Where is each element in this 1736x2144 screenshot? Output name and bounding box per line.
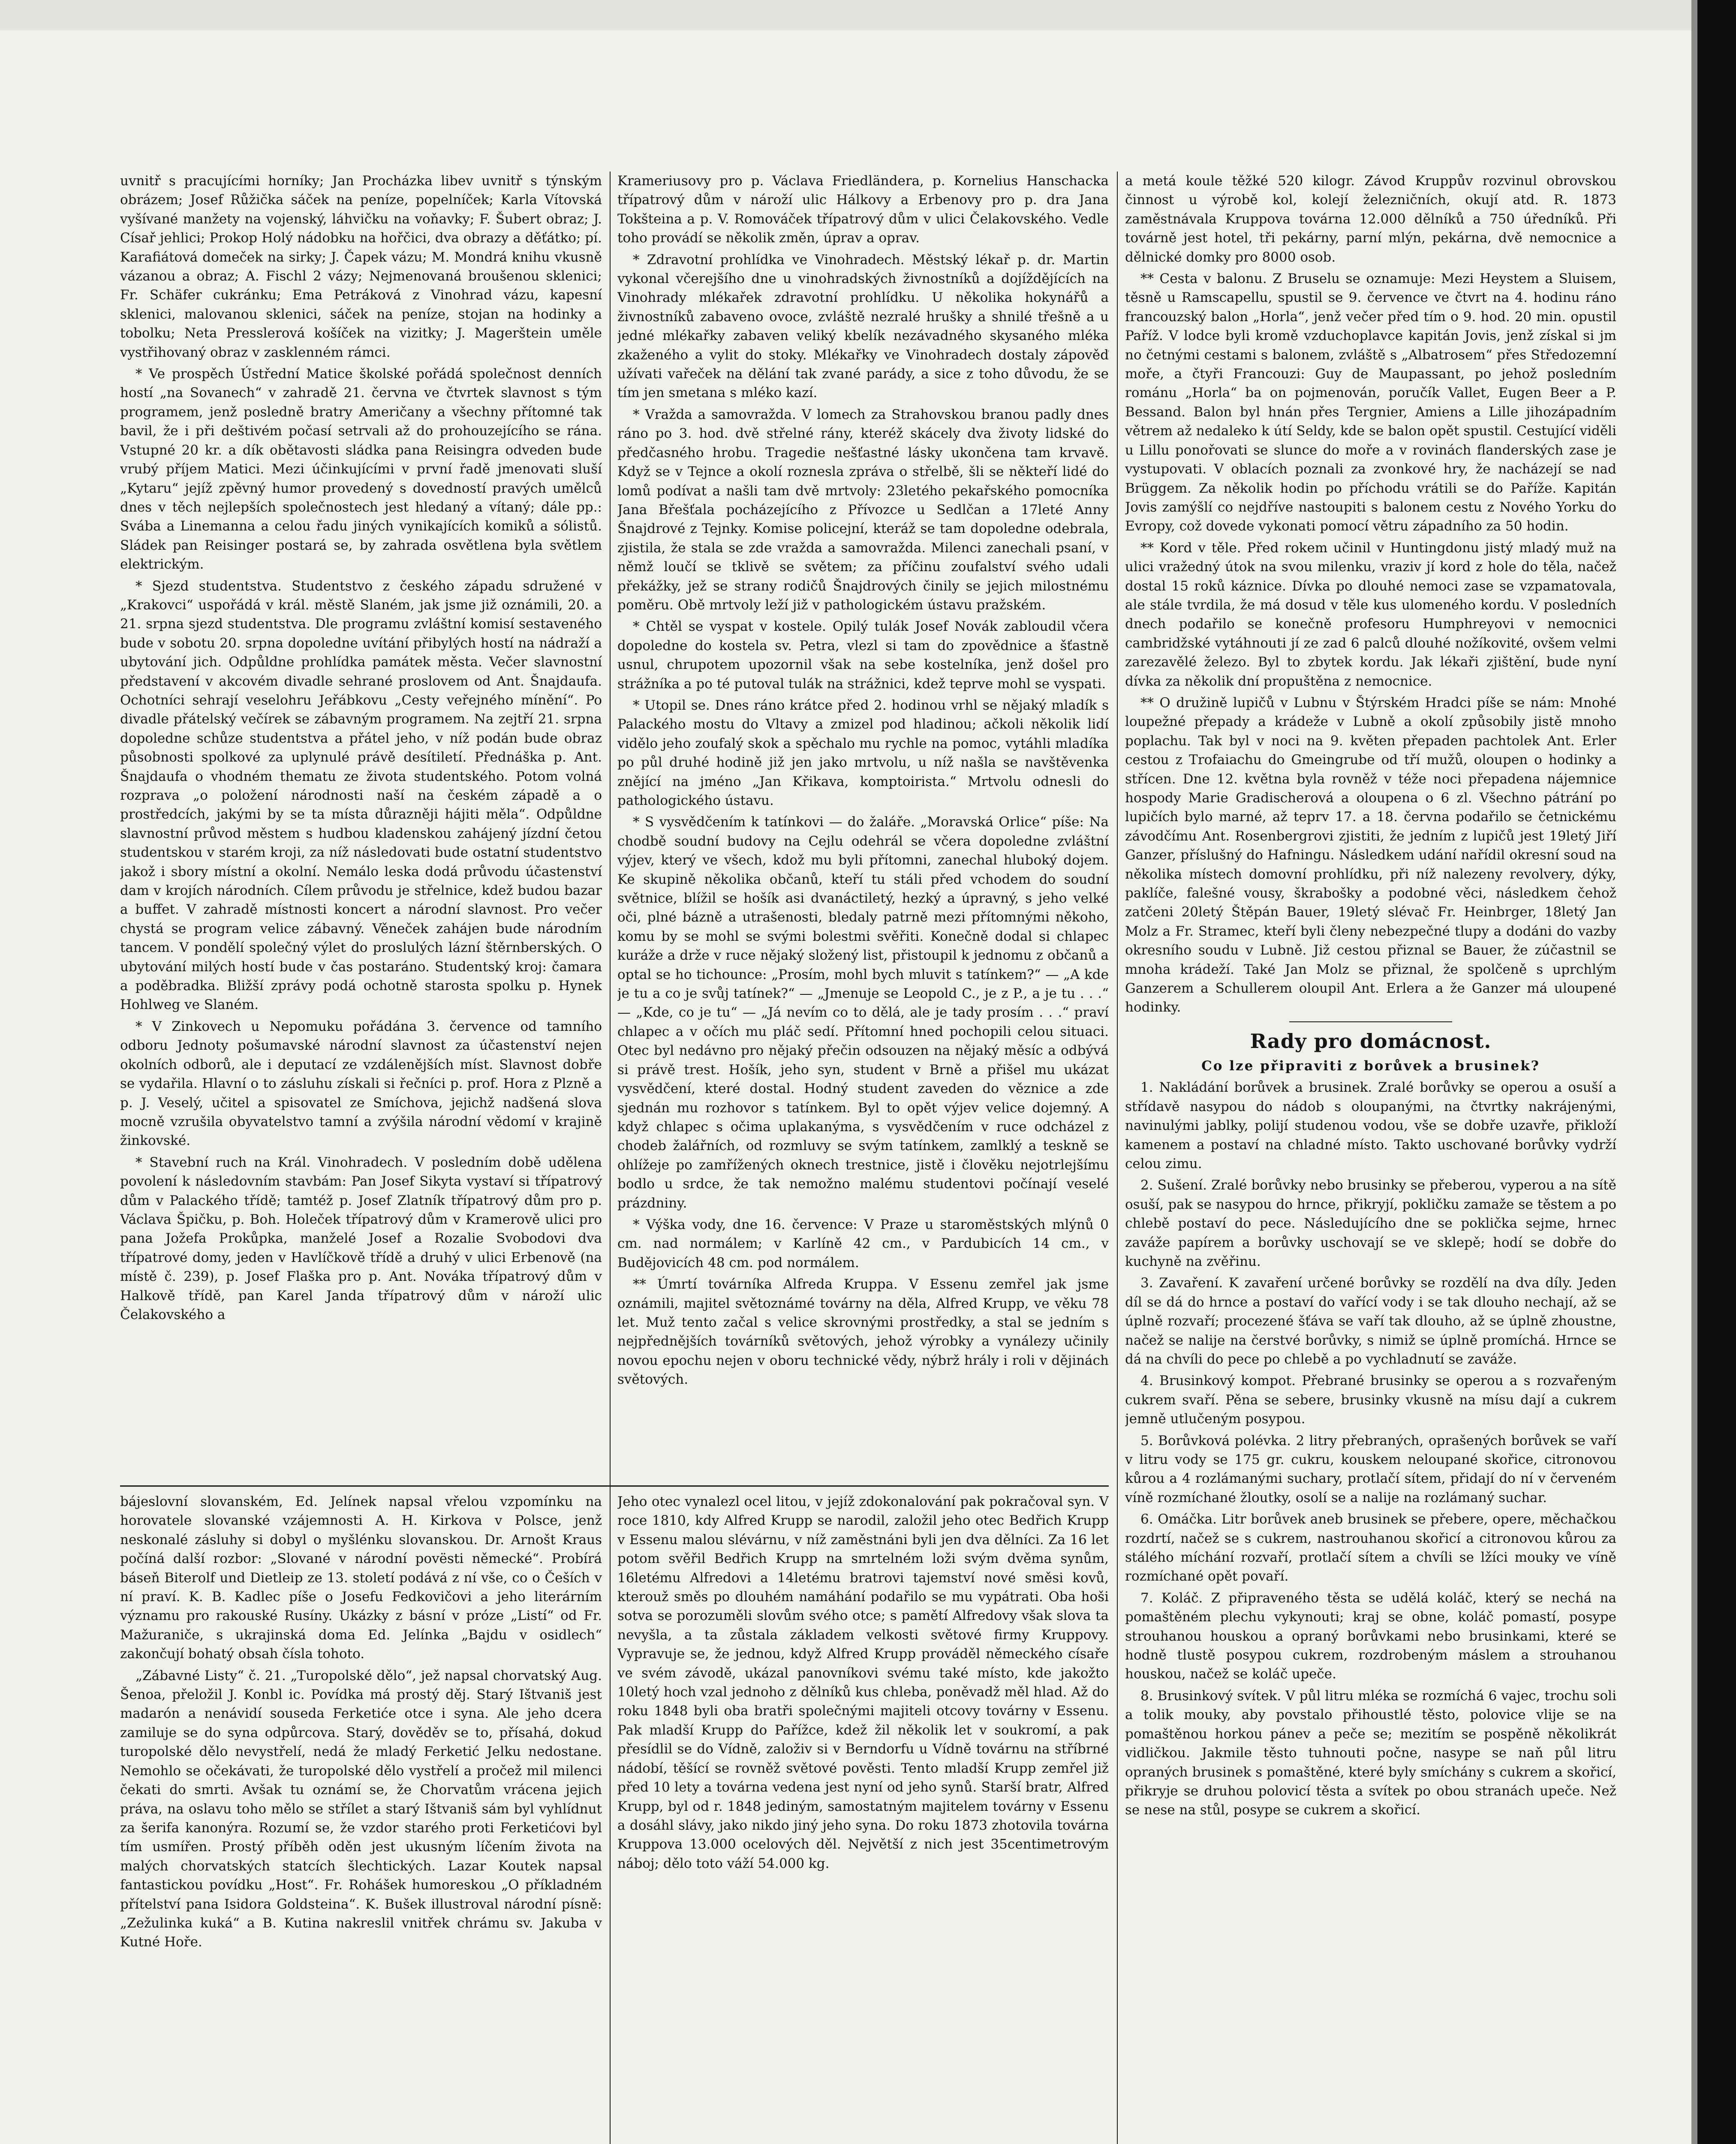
tip-item: 8. Brusinkový svítek. V půl litru mléka se rozmíchá 6 vajec, trochu soli a tolik mouky, aby povstalo přihoustlé těsto, polovice vlije se na pomaštěnou horkou pánev a peče se; mezitím se pospěně několikrát vidličkou. Jakmile těsto tuhnouti počne, nasype se naň půl litru opraných brusinek s pomaštěné, které byly smíchány s cukrem a skořicí, přikryje se druhou polovicí těsta a svítek po obou stranách upeče. Než se nese na stůl, posype se cukrem a skořicí. <box>1125 1688 1616 1818</box>
feuilleton-paragraph: „Zábavné Listy“ č. 21. „Turopolské dělo“, jež napsal chorvatský Aug. Šenoa, přeložil J. Konbl ic. Povídka má prostý děj. Starý Ištvaniš jest madarón a nenávidí souseda Ferketiće otce i syna. Ale jeho dcera zamiluje se do syna odpůrcova. Starý, dověděv se to, přísahá, dokud turopolské dělo nevystřelí, nedá že mladý Ferketić Jelku nedostane. Nemohlo se očekávati, že turopolské dělo vystřelí a pročež mil milenci čekati do smrti. Avšak tu oznámí se, že Chorvatům vrácena jejich práva, na oslavu toho mělo se střílet a starý Ištvaniš sám byl vyhlídnut za šerifa kanonýra. Rozumí se, že vzdor starého proti Ferketićovi byl tím usmířen. Prostý příběh oděn jest ukusným líčením života na malých chorvatských statcích šlechtických. Lazar Koutek napsal fantastickou povídku „Host“. Fr. Rohášek humoreskou „O příkladném přítelství pana Isidora Goldsteina“. K. Bušek illustroval národní písně: „Zežulinka kuká“ a B. Kutina nakreslil vnitřek chrámu sv. Jakuba v Kutné Hoře. <box>120 1668 602 1950</box>
article-water-level: * Výška vody, dne 16. července: V Praze u staroměstských mlýnů 0 cm. nad normálem; v Karlíně 42 cm., v Pardubicích 14 cm., v Budějovicích 48 cm. pod normálem. <box>617 1217 1109 1271</box>
article-sword-in-body: ** Kord v těle. Před rokem učinil v Huntingdonu jistý mladý muž na ulici vražedný útok na svou milenku, vraziv jí kord z hole do těla, načež dostal 15 roků káznice. Dívka po dlouhé nemoci zase se vzpamatovala, ale stále tvrdila, že má dosud v těle kus ulomeného kordu. V posledních dnech podařilo se konečně profesoru Humphreyovi v nemocnici cambridžské vytáhnouti jí ze zad 6 palců dlouhé nožíkovité, ovšem velmi zarezavělé železo. Byl to zbytek kordu. Jak lékaři zjištění, bude nyní dívka za několik dní propuštěna z nemocnice. <box>1125 540 1616 689</box>
scan-dark-border <box>1697 0 1736 2144</box>
tip-item: 7. Koláč. Z připraveného těsta se udělá koláč, který se nechá na pomaštěném plechu vykynouti; kraj se obne, koláč pomastí, posype strouhanou houskou a opraný borůvkami nebo brusinkami, které se hodně tlustě posypou cukrem, rozdrobeným máslem a strouhanou houskou, načež se koláč upeče. <box>1125 1590 1616 1682</box>
tip-item: 5. Borůvková polévka. 2 litry přebraných, oprašených borůvek se vaří v litru vody se 175 gr. cukru, kouskem neloupané skořice, citronovou kůrou a 4 rozlámanými suchary, protlačí sítem, přidají do ní v červeném víně rozmíchané žloutky, osolí se a nalije na rozlámaný suchar. <box>1125 1433 1616 1506</box>
article-health-inspection: * Zdravotní prohlídka ve Vinohradech. Městský lékař p. dr. Martin vykonal včerejšího dne u vinohradských živnostníků a dojíždějících na Vinohrady mlékařek zdravotní prohlídku. U několika hokynářů a živnostníků zabaveno ovoce, zvláště nezralé hrušky a shnilé třešně a u jedné mlékařky zabaven veliký kbelík nezávadného skysaného mléka zkaženého a vylit do stoky. Mlékařky ve Vinohradech dostaly zápověď užívati vařeček na dělání tak zvané parády, a sice z toho důvodu, že se tím jen smetana s mléko kazí. <box>617 252 1109 401</box>
article-krupp-continued: a metá koule těžké 520 kilogr. Závod Kruppův rozvinul obrovskou činnost u výrobě kol, kolejí železničních, okují atd. R. 1873 zaměstnávala Kruppova továrna 12.000 dělníků a 750 úředníků. Při továrně jest hotel, tři pekárny, parní mlýn, pekárna, dvě nemocnice a dělnické domky pro 8000 osob. <box>1125 173 1616 265</box>
article-building-continued: Krameriusovy pro p. Václava Friedländera, p. Kornelius Hanschacka třípatrový dům v nároží ulic Hálkovy a Erbenovy pro p. dra Jana Tokšteina a p. V. Romováček třípatrový dům v ulici Čelakovského. Vedle toho provádí se několik změn, úprav a oprav. <box>617 173 1109 246</box>
article-drowning: * Utopil se. Dnes ráno krátce před 2. hodinou vrhl se nějaký mladík s Palackého mostu do Vltavy a zmizel pod hladinou; ačkoli několik lidí vidělo jeho zoufalý skok a spěchalo mu rychle na pomoc, vytáhli mladíka po půl druhé hodině již jen jako mrtvolu, u níž našla se navštěvenka znějící na jméno „Jan Křikava, komptoirista.“ Mrtvolu odnesli do pathologického ústavu. <box>617 697 1109 808</box>
tip-item: 6. Omáčka. Litr borůvek aneb brusinek se přebere, opere, měchačkou rozdrtí, načež se s cukrem, nastrouhanou skořicí a citronovou kůrou za stálého míchání rozvaří, protlačí sítem a chvíli se lžíci mouky ve víně rozmíchané opět povaří. <box>1125 1512 1616 1584</box>
tip-item: 3. Zavaření. K zavaření určené borůvky se rozdělí na dva díly. Jeden díl se dá do hrnce a postaví do vařící vody i se tak dlouho nechají, až se úplně rozvaří; procezené šťáva se vaří tak dlouho, až se úplně zhoustne, načež se nalije na čerstvé borůvky, s nimiž se úplně promíchá. Hrnce se dá na chvíli do pece po chlebě a po vychladnutí se zaváže. <box>1125 1275 1616 1367</box>
feuilleton-left <box>120 1492 602 2144</box>
krupp-continuation <box>617 1492 1109 2144</box>
article-balloon-trip: ** Cesta v balonu. Z Bruselu se oznamuje: Mezi Heystem a Sluisem, těsně u Ramscapellu, spustil se 9. července ve čtvrt na 4. hodinu ráno francouzský balon „Horla“, jenž večer před tím o 9. hod. 20 min. opustil Paříž. V lodce byli kromě vzduchoplavce kapitán Jovis, jenž získal si jm no četnými cestami s balonem, zvláště s „Albatrosem“ přes Středozemní moře, a čtyři Francouzi: Guy de Maupassant, po jehož posledním románu „Horla“ ba on pojmenován, poručík Vallet, Eugen Beer a P. Bessand. Balon byl hnán přes Tergnier, Amiens a Lille jihozápadním větrem až nedaleko k útí Seldy, kde se balon opět spustil. Cestující viděli u Lillu ponořovati se slunce do moře a v rovinách flanderských zase je vystupovati. V oblacích poznali za zvonkové hry, že nacházejí se nad Brüggem. Za několik hodin po příchodu vrátili se do Paříže. Kapitán Jovis zamýšlí co nejdříve nastoupiti s balonem cestu z Nového Yorku do Evropy, což dovede vykonati pomocí větru západního za 50 hodin. <box>1125 271 1616 534</box>
article-krupp-death: ** Úmrtí továrníka Alfreda Kruppa. V Essenu zemřel jak jsme oznámili, majitel světoznámé továrny na děla, Alfred Krupp, ve věku 78 let. Muž tento začal s velice skrovnými prostředky, a stal se jedním s nejpřednějších továrníků světových, jehož výrobky a vynálezy učinily novou epochu nejen v oboru technické vědy, nýbrž hrály i roli v dějinách světových. <box>617 1277 1109 1388</box>
article-zinkovy: * V Zinkovech u Nepomuku pořádána 3. července od tamního odboru Jednoty pošumavské národní slavnost za účastenství nejen okolních odborů, ale i deputací ze vzdálenějších míst. Slavnost dobře se vydařila. Hlavní o to zásluhu získali si řečníci p. prof. Hora z Plzně a p. J. Veselý, učitel a spisovatel ze Smíchova, jejichž nadšená slova mocně vzrušila obyvatelstvo tamní a zvýšila národní vědomí v krajině žinkovské. <box>120 1018 602 1149</box>
scan-edge-strip <box>1691 0 1697 2144</box>
newspaper-page <box>120 172 1646 2144</box>
column-2 <box>617 172 1109 1488</box>
article-matice: * Ve prospěch Ústřední Matice školské pořádá společnost denních hostí „na Sovanech“ v zahradě 21. června ve čtvrtek slavnost s tým programem, jenž posledně bratry Američany a všechny přítomné tak bavil, že i při deštivém počasí setrvali až do prohouzejícího se rána. Vstupné 20 kr. a dík obětavosti sládka pana Reisingra odveden bude vrubý příjem Matici. Mezi účinkujícími v první řadě jmenovati sluší „Kytaru“ jejíž zpěvný humor provedený s dovedností pravých umělců dnes v těch nejlepších společnostech jest hledaný a vítaný; dále pp.: Svába a Linemanna a celou řadu jiných vynikajících komiků a sólistů. Sládek pan Reisinger postará se, by zahrada osvětlena byla světlem elektrickým. <box>120 366 602 572</box>
tip-item: 2. Sušení. Zralé borůvky nebo brusinky se přeberou, vyperou a na sítě osuší, pak se nasypou do hrnce, přikryjí, pokličku zamaže se těstem a po chlebě postaví do pece. Následujícího dne se poklička sejme, hrnec zaváže papírem a borůvky uschovají se ve sklepě; hodí se dobře do kuchyně na zvěřinu. <box>1125 1177 1616 1269</box>
tip-item: 4. Brusinkový kompot. Přebrané brusinky se operou a s rozvařeným cukrem svaří. Pěna se sebere, brusinky vkusně na mísu dají a cukrem jemně utlučeným posypou. <box>1125 1373 1616 1427</box>
article-robbers-leoben: ** O družině lupičů v Lubnu v Štýrském Hradci píše se nám: Mnohé loupežné přepady a krádeže v Lubně a okolí způsobily jistě mnoho poplachu. Tak byl v noci na 9. květen přepaden pachtolek Ant. Erler cestou z Trofaiachu do Gmeingrube od tří mužů, oloupen o hodinky a střícen. Dne 12. května byla rovněž v téže noci přepadena nájemnice hospody Marie Gradischerová a oloupena o 6 zl. Všechno pátrání po lupičích bylo marné, až teprv 17. a 18. června podařilo se četnickému závodčímu Ant. Rosenbergrovi zjistiti, že jedním z lupičů jest 19letý Jiří Ganzer, příslušný do Hafningu. Následkem udání nařídil okresní soud na několika místech domovní prohlídku, při níž nalezeny revolvery, dýky, paklíče, falešné vousy, škrabošky a podobné věci, následkem čehož zatčeni 20letý Štěpán Bauer, 19letý slévač Fr. Heinbrger, 18letý Jan Molz a Fr. Stramec, kteří byli členy nebezpečné tlupy a dodáni do vazby okresního soudu v Lubně. Již cestou přiznal se Bauer, že zúčastnil se mnoha krádeží. Také Jan Molz se přiznal, že spolčeně s uprchlým Ganzerem a Schullerem oloupil Ant. Erlera a že Ganzer má uloupené hodinky. <box>1125 695 1616 1015</box>
section-title-household-tips: Rady pro domácnost. <box>1250 1029 1492 1053</box>
section-subtitle: Co lze připraviti z borůvek a brusinek? <box>1201 1058 1540 1074</box>
tip-item: 1. Nakládání borůvek a brusinek. Zralé borůvky se operou a osuší a střídavě nasypou do nádob s oloupanými, na čtvrtky nakrájenými, navinulými jablky, polijí studenou vodou, vše se dobře uzavře, přikloží kamenem a postaví na chladné místo. Takto uschované borůvky vydrží celou zimu. <box>1125 1080 1616 1171</box>
article-church-sleeper: * Chtěl se vyspat v kostele. Opilý tulák Josef Novák zabloudil včera dopoledne do kostela sv. Petra, vlezl si tam do zpovědnice a šťastně usnul, chrupotem upozornil však na sebe kostelníka, jenž došel pro strážníka a po té putoval tulák na strážnici, kdež teprve mohl se vyspati. <box>617 619 1109 692</box>
article-student-congress: * Sjezd studentstva. Studentstvo z českého západu sdružené v „Krakovci“ uspořádá v král. městě Slaném, jak jsme již oznámili, 20. a 21. srpna sjezd studentstva. Dle programu zvláštní komisí sestaveného bude v sobotu 20. srpna dopoledne uvítání přibylých hostí na nádraží a ubytování jich. Odpůldne prohlídka památek města. Večer slavnostní představení v akcovém divadle sehrané proslovem od Ant. Šnajdaufa. Ochotníci sehrají veselohru Jeřábkovu „Cesty veřejného mínění“. Po divadle přátelský večírek se zábavným programem. Na zejtří 21. srpna dopoledne schůze studentstva a přátel jeho, v níž podán bude obraz působnosti spolkové za uplynulé právě desítiletí. Přednáška p. Ant. Šnajdaufa o vhodném thematu ze života studentského. Potom volná rozprava „o položení národnosti naší na českém západě a o prostředcích, jakými by se ta místa důrazněji hájiti měla“. Odpůldne slavnostní průvod městem s hudbou kladenskou zahájený jízdní četou studentskou v starém kroji, za níž následovati bude ostatní studentstvo jakož i sbory místní a okolní. Nemálo leska dodá průvodu účastenství dam v krojích národních. Cílem průvodu je střelnice, kdež budou bazar a buffet. V zahradě místnosti koncert a národní slavnost. Pro večer chystá se program velice zábavný. Věneček zahájen bude národním tancem. V pondělí společný výlet do proslulých lázní štěrnberských. O ubytování milých hostí bude v čas postaráno. Studentský kroj: čamara a poděbradka. Bližší zprávy podá ochotně starosta spolku p. Hynek Hohlweg ve Slaném. <box>120 578 602 1013</box>
krupp-paragraph: Jeho otec vynalezl ocel litou, v jejíž zdokonalování pak pokračoval syn. V roce 1810, kdy Alfred Krupp se narodil, založil jeho otec Bedřich Krupp v Essenu malou slévárnu, v níž zaměstnáni byli jen dva dělníci. Za 16 let potom svěřil Bedřich Krupp na smrtelném loži svým dvěma synům, 16letému Alfredovi a 14letému bratrovi tajemství nové směsi kovů, kterouž směs po dlouhém namáhání podařilo se mu vypátrati. Oba hoši sotva se porozuměli slovům svého otce; s pamětí Alfredovy však slova ta nevyšla, a ta zůstala základem velkosti světové firmy Kruppovy. Vypravuje se, že jednou, když Alfred Krupp prováděl německého císaře ve svém závodě, ukázal panovníkovi svému také místo, kde jakožto 10letý hoch vzal jednoho z dělníků kus chleba, poněvadž měl hlad. Až do roku 1848 byli oba bratři společnými majiteli otcovy továrny v Essenu. Pak mladší Krupp do Pařížce, kdež žil několik let v soukromí, a pak přesídlil se do Vídně, založiv si v Berndorfu u Vídně továrnu na stříbrné nádobí, těšící se rovněž světové pověsti. Tento mladší Krupp zemřel již před 10 lety a továrna vedena jest nyní od jeho synů. Starší bratr, Alfred Krupp, byl od r. 1848 jediným, samostatným majitelem továrny v Essenu a dosáhl slávy, jako nikdo jiný jeho syna. Do roku 1873 zhotovila továrna Kruppova 13.000 ocelových děl. Největší z nich jest 35centimetrovým náboj; dělo toto váží 54.000 kg. <box>617 1494 1109 1871</box>
section-rule <box>1289 1021 1452 1022</box>
column-divider-1 <box>610 172 611 2144</box>
article-gift-list: uvnitř s pracujícími horníky; Jan Procházka libev uvnitř s týnským obrázem; Josef Růžička sáček na peníze, popelníček; Karla Vítovská vyšívané manžety na vojenský, láhvičku na voňavky; F. Šubert obraz; J. Císař jehlici; Prokop Holý nádobku na hořčici, dva obrazy a děťátko; pí. Karafiátová domeček na sirky; J. Čapek vázu; M. Mondrá knihu vkusně vázanou a obraz; A. Fischl 2 vázy; Nejmenovaná broušenou sklenici; Fr. Schäfer cukránku; Ema Petráková z Vinohrad vázu, kapesní sklenici, malovanou sklenici, sáček na peníze, stojan na hodinky a tobolku; Neta Presslerová košíček na vizitky; J. Magerštein uměle vystřihovaný obraz v zasklenném rámci. <box>120 173 602 360</box>
column-3 <box>1125 172 1616 2144</box>
article-report-card: * S vysvědčením k tatínkovi — do žaláře. „Moravská Orlice“ píše: Na chodbě soudní budovy na Cejlu odehrál se včera dopoledne zvláštní výjev, který ve všech, kdož mu byli přítomni, zanechal hluboký dojem. Ke skupině několika občanů, kteří tu stáli před vchodem do soudní světnice, blížil se hošík asi dvanáctiletý, hezký a úpravný, s jeho velké oči, plné bázně a utrašenosti, bledaly patrně mezi přítomnými někoho, komu by se mohl se svými bolestmi svěřiti. Konečně dodal si chlapec kuráže a drže v ruce nějaký složený list, přistoupil k jednomu z občanů a optal se ho tichounce: „Prosím, mohl bych mluvit s tatínkem?“ — „A kde je tu a co je svůj tatínek?“ — „Jmenuje se Leopold C., je z P., a je tu . . .“ — „Kde, co je tu“ — „Já nevím co to dělá, ale je tady prosím . . .“ praví chlapec a v očích mu pláč sedí. Přítomní hned pochopili celou situaci. Otec byl nedávno pro nějaký přečin odsouzen na nějaký měsíc a odbývá si právě trest. Hošík, jeho syn, student v Brně a přišel mu ukázat vysvědčení, které dostal. Hodný student zaveden do věznice a zde sjednán mu rozhovor s tatínkem. Byl to opět výjev velice dojemný. A když chlapec s očima uplakanýma, s vysvědčením v ruce odcházel z chodeb žalářních, od rozmluvy se svým tatínkem, zamlklý a teskně se ohlížeje po zamřížených oknech trestnice, jistě i člověku nejotrlejšímu bodlo u srdce, že tak nemožno malému studentovi počínají veselé prázdniny. <box>617 814 1109 1211</box>
column-divider-2 <box>1117 172 1118 2144</box>
article-building-vinohrady: * Stavební ruch na Král. Vinohradech. V posledním době udělena povolení k následovním stavbám: Pan Josef Sikyta vystaví si třípatrový dům v Palackého třídě; tamtéž p. Josef Zlatník třípatrový dům pro p. Václava Špičku, p. Boh. Holeček třípatrový dům v Kramerově ulici pro pana Jožefa Prokůpka, manželé Josef a Rozalie Svobodovi dva třípatrové domy, jeden v Havlíčkově třídě a druhý v ulici Erbenově (na místě č. 239), p. Josef Flaška pro p. Ant. Nováka třípatrový dům v Halkově třídě, pan Karel Janda třípatrový dům v nároží ulic Čelakovského a <box>120 1154 602 1322</box>
scan-top-margin <box>0 0 1736 30</box>
horizontal-separator <box>120 1485 1109 1487</box>
feuilleton-paragraph: bájeslovní slovanském, Ed. Jelínek napsal vřelou vzpomínku na horovatele slovanské vzájemnosti A. H. Kirkova v Polsce, jenž neskonalé zásluhy si dobyl o myšlénku slovanskou. Dr. Arnošt Kraus počíná další rozbor: „Slované v národní povësti německé“. Probírá báseň Biterolf und Dietleip ze 13. století podává z ní vše, co o Češích v ní praví. K. B. Kadlec píše o Josefu Fedkovičovi a jeho literárním významu pro rakouské Rusíny. Ukázky z básní v próze „Listí“ od Fr. Mažuraniče, s ukrajinská doma Ed. Jelínka „Bajdu v osidlech“ zakončují bohatý obsah čísla tohoto. <box>120 1494 602 1662</box>
article-murder-suicide: * Vražda a samovražda. V lomech za Strahovskou branou padly dnes ráno po 3. hod. dvě střelné rány, kteréž skácely dva životy lidské do předčasného hrobu. Tragedie nešťastné lásky ukončena tam krvavě. Když se v Tejnce a okolí roznesla zpráva o střelbě, šli se někteří lidé do lomů podívat a našli tam dvě mrtvoly: 23letého pekařského pomocníka Jana Břešťala pocházejícího z Přívozce u Sedlčan a 17leté Anny Šnajdrové z Tejnky. Komise policejní, kteráž se tam dopoledne odebrala, zjistila, že stala se zde vražda a samovražda. Milenci zanechali psaní, v němž loučí se tklivě se světem; za příčinu zoufalství svého udali překážky, jež se strany rodičů Šnajdrových činily se jejich milostnému poměru. Obě mrtvoly leží již v pathologickém ústavu pražském. <box>617 407 1109 613</box>
